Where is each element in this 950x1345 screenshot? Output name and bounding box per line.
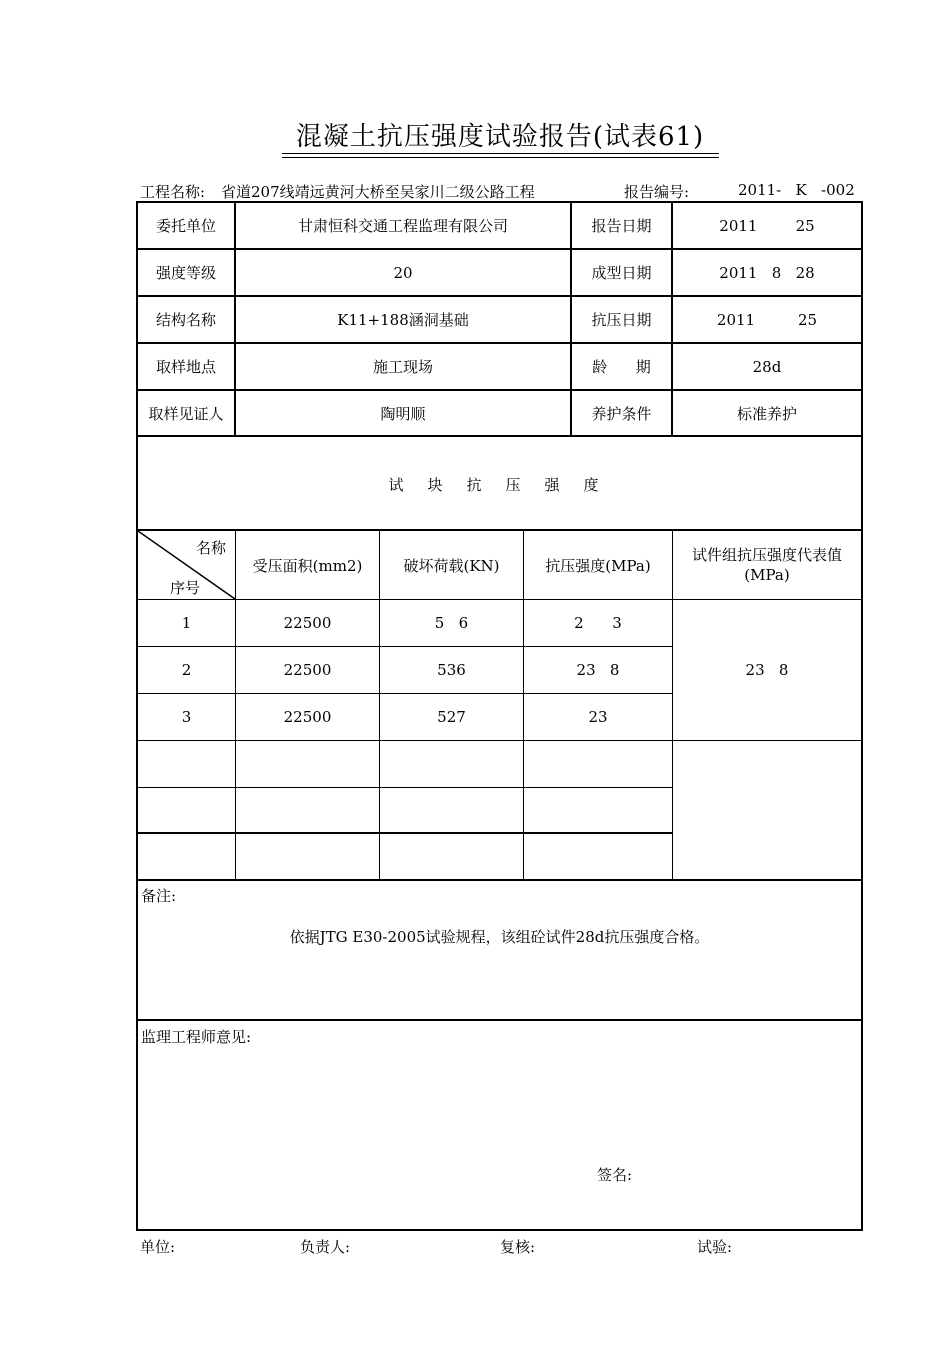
row-1-no: 1 [181,614,192,632]
label-cast-date: 成型日期 [591,264,652,282]
value-client: 甘肃恒科交通工程监理有限公司 [297,217,508,235]
page-title: 混凝土抗压强度试验报告(试表61) [295,122,705,152]
report-form [136,201,863,1231]
label-age: 龄 期 [592,358,651,376]
project-name-label: 工程名称: [140,183,206,201]
row-2-strength: 23 8 [576,661,620,679]
header-representative-line2: (MPa) [744,566,790,584]
report-no-value: 2011- K -002 [738,181,855,199]
row-3-strength: 23 [588,708,608,726]
corner-name-label: 名称 [196,539,227,557]
footer-review: 复核: [500,1238,536,1256]
section-title: 试块抗压强度 [388,475,623,494]
row-2-load: 536 [437,661,466,679]
label-sample-location: 取样地点 [155,358,216,376]
title-underline-double [282,157,719,158]
footer-unit: 单位: [140,1238,176,1256]
value-age: 28d [752,357,782,376]
label-grade: 强度等级 [155,264,216,282]
label-client: 委托单位 [155,217,216,235]
row-3-no: 3 [181,708,192,726]
value-structure: K11+188涵洞基础 [337,311,469,329]
row-3-area: 22500 [283,708,332,726]
header-strength: 抗压强度(MPa) [545,556,651,575]
remarks-label: 备注: [141,887,177,905]
value-sample-location: 施工现场 [372,358,433,376]
footer-responsible: 负责人: [300,1238,351,1256]
title-underline [282,153,719,154]
row-1-load: 5 6 [434,614,469,632]
project-name-value: 省道207线靖远黄河大桥至吴家川二级公路工程 [221,183,535,201]
representative-value: 23 8 [745,661,789,679]
label-test-date: 抗压日期 [591,311,652,329]
value-report-date: 2011 25 [719,216,815,235]
supervisor-label: 监理工程师意见: [141,1028,252,1046]
label-report-date: 报告日期 [591,217,652,235]
value-test-date: 2011 25 [716,310,818,329]
footer-test: 试验: [697,1238,733,1256]
header-representative [673,531,861,599]
row-2-no: 2 [181,661,192,679]
remarks-text: 依据JTG E30-2005试验规程，该组砼试件28d抗压强度合格。 [289,927,710,946]
row-3-load: 527 [437,708,466,726]
row-1-strength: 2 3 [574,614,622,632]
header-representative-line1: 试件组抗压强度代表值 [691,546,842,564]
header-load: 破坏荷载(KN) [403,556,500,575]
value-witness: 陶明顺 [380,404,426,423]
row-2-area: 22500 [283,661,332,679]
header-area: 受压面积(mm2) [252,556,363,575]
label-structure: 结构名称 [155,311,216,329]
value-grade: 20 [393,263,413,282]
label-curing: 养护条件 [591,404,652,423]
row-1-area: 22500 [283,614,332,632]
value-cast-date: 2011 8 28 [719,263,815,282]
corner-seq-label: 序号 [170,579,201,597]
label-witness: 取样见证人 [148,404,224,423]
signature-label: 签名: [597,1166,633,1184]
value-curing: 标准养护 [736,404,797,423]
report-no-label: 报告编号: [624,183,690,201]
